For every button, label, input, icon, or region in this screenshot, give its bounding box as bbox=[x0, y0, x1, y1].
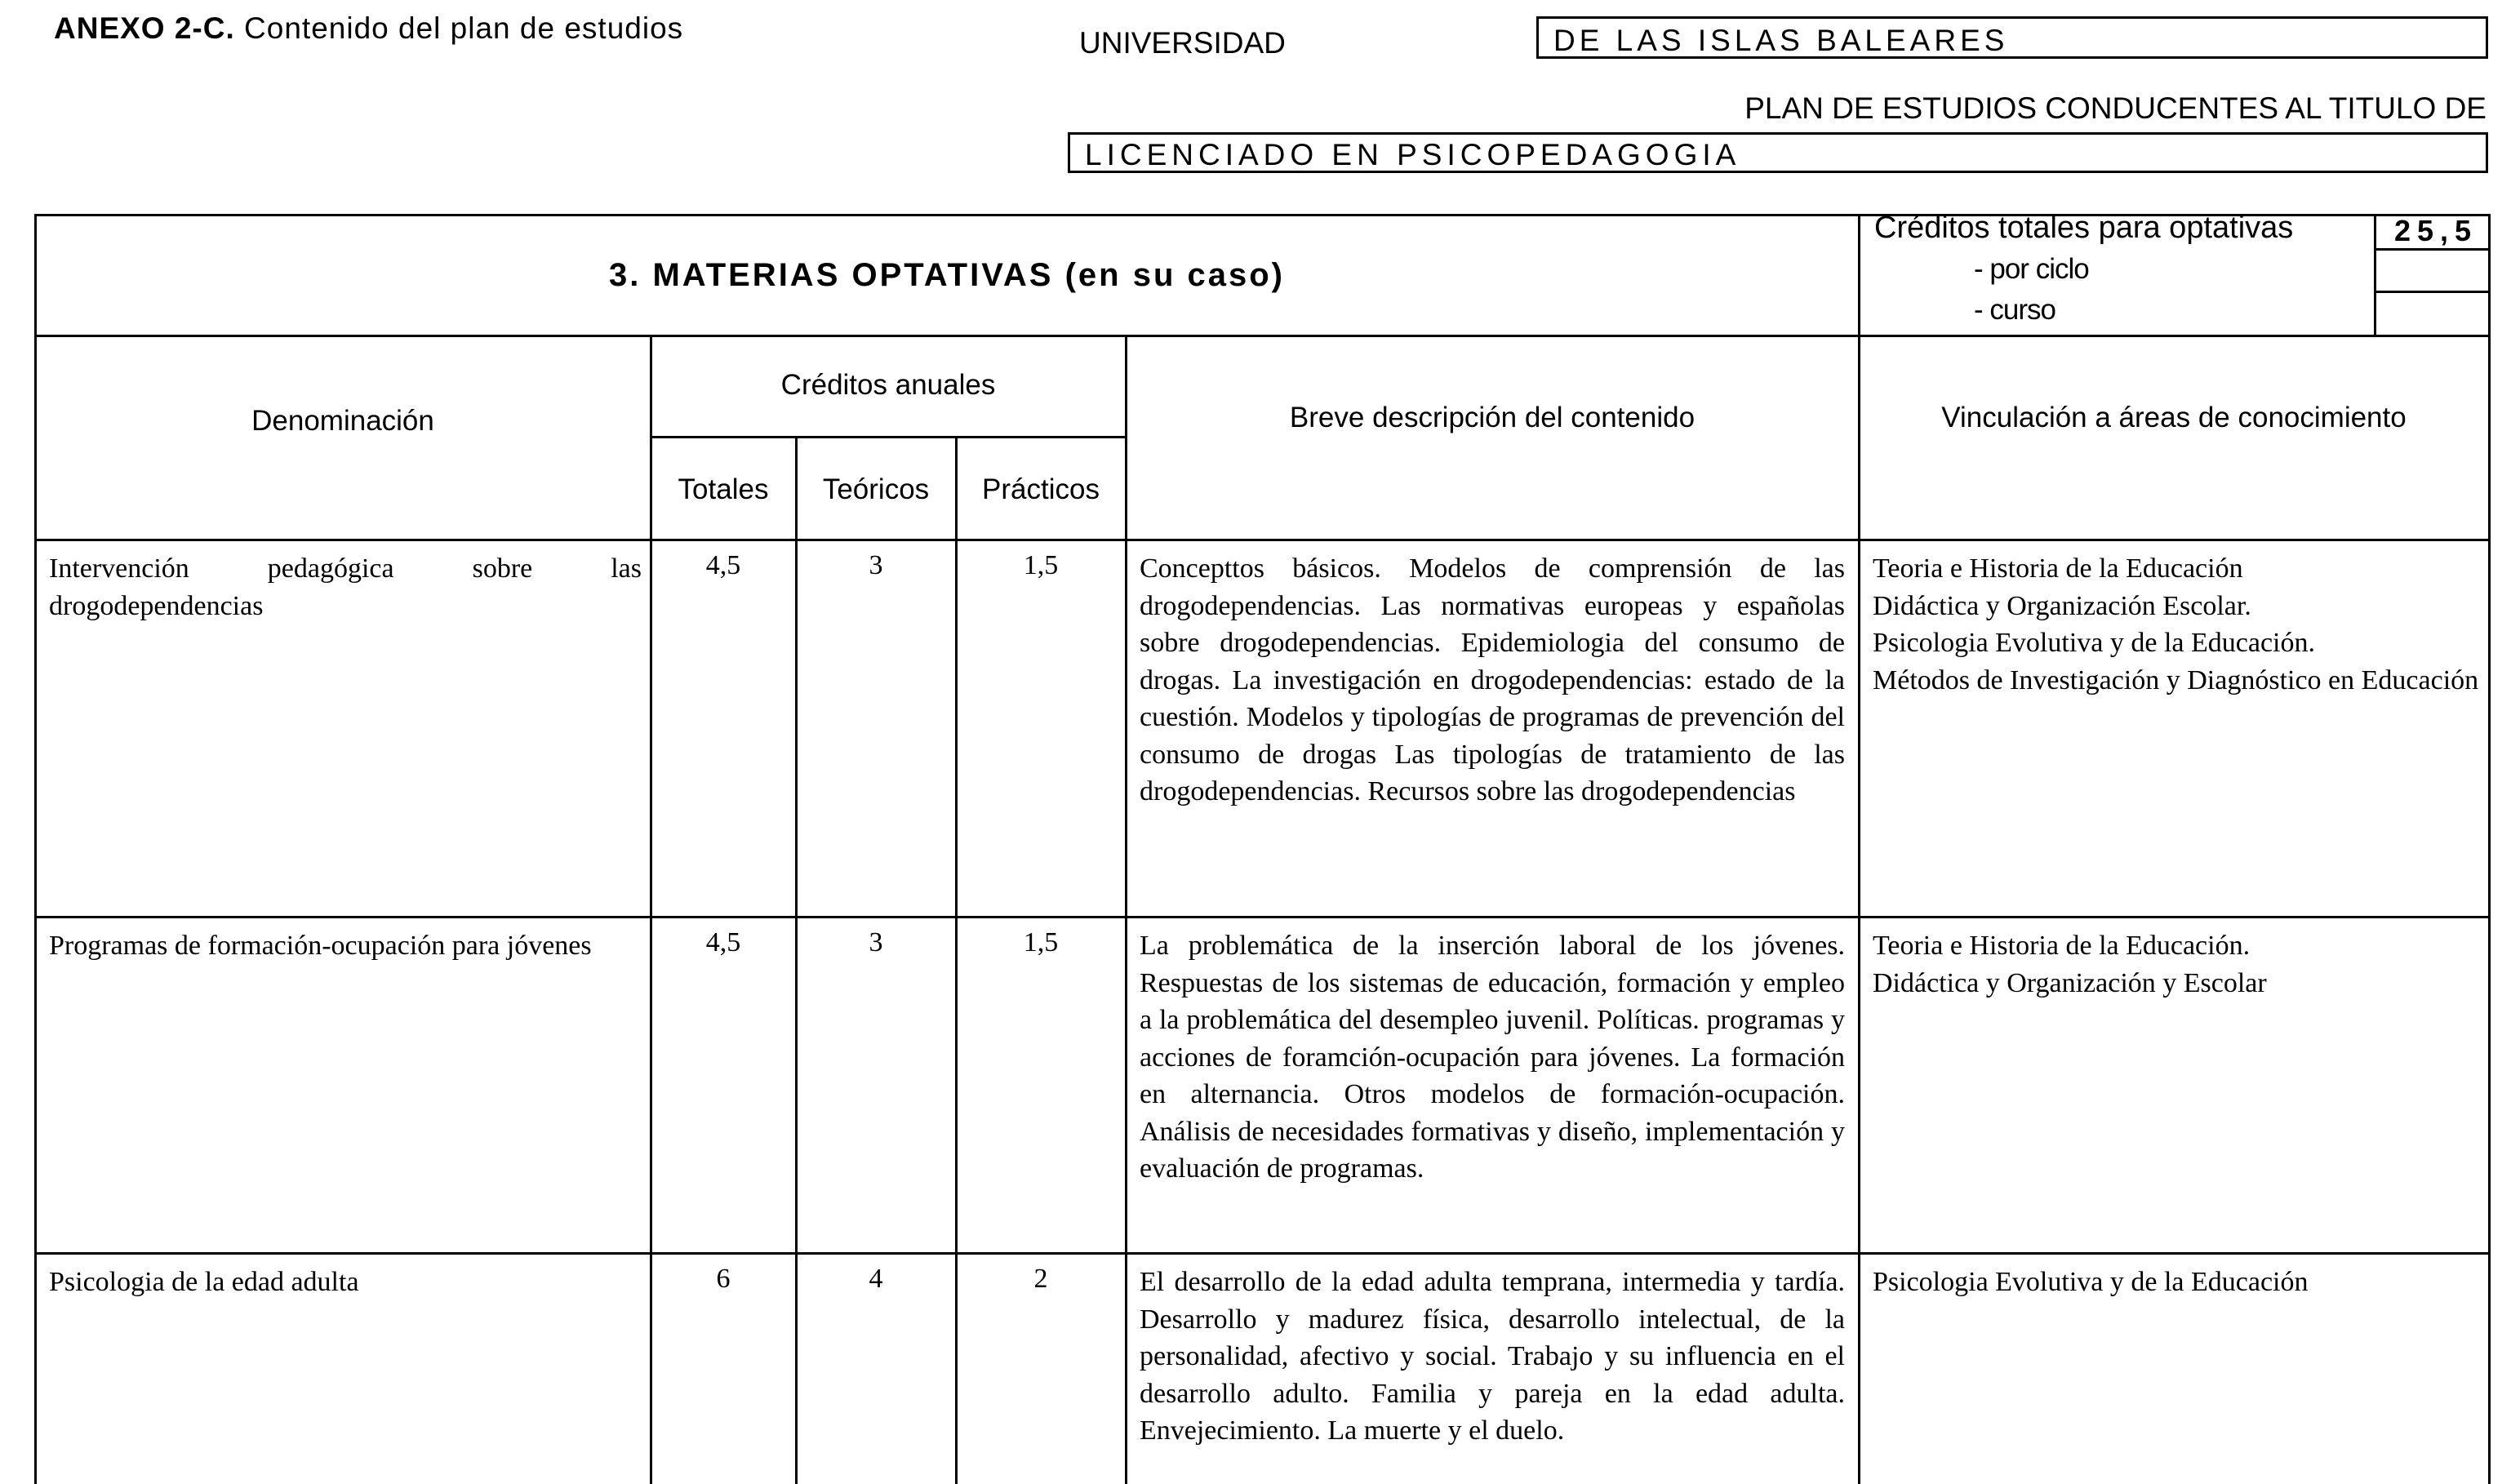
row-descripcion: Concepttos básicos. Modelos de comprensión de las drogodependencias. Las normativas europeas y españolas sobre drogodependencias. Epidemiologia del consumo de drogas. La investigación en drogodependencias: estado de la cuestión. Modelos y tipologías de programas de prevención del consumo de drogas Las tipologías de tratamiento de las drogodependencias. Recursos sobre las drogodependencias bbox=[1140, 553, 1845, 806]
header-divider bbox=[34, 539, 2490, 541]
col-header-creditos-anuales: Créditos anuales bbox=[780, 369, 996, 401]
degree-box bbox=[1068, 132, 2488, 173]
col-header-denominacion: Denominación bbox=[251, 405, 434, 437]
per-cycle-label: - por ciclo bbox=[1974, 253, 2089, 285]
area-item: Teoria e Historia de la Educación. bbox=[1873, 931, 2251, 961]
row-totales: 4,5 bbox=[705, 550, 741, 580]
area-item: Psicologia Evolutiva y de la Educación. bbox=[1873, 628, 2315, 658]
row-denominacion: Intervención pedagógica sobre las drogodependencias bbox=[49, 553, 642, 621]
row-practicos: 2 bbox=[1033, 1264, 1048, 1294]
university-name: DE LAS ISLAS BALEARES bbox=[1553, 24, 2009, 57]
area-item: Teoria e Historia de la Educación bbox=[1873, 553, 2243, 584]
value-box-vline bbox=[2374, 214, 2376, 336]
col-line-teoricos bbox=[955, 436, 958, 1484]
row-areas bbox=[1873, 927, 2483, 1002]
per-course-label: - curso bbox=[1974, 294, 2055, 326]
area-item: Métodos de Investigación y Diagnóstico en Educación bbox=[1873, 664, 2479, 695]
area-item: Didáctica y Organización Escolar. bbox=[1873, 590, 2251, 621]
row-descripcion: El desarrollo de la edad adulta temprana, intermedia y tardía. Desarrollo y madurez física, desarrollo intelectual, de la personalidad, afectivo y social. Trabajo y su influencia en el desarrollo adulto. Familia y pareja en la edad adulta. Envejecimiento. La muerte y el duelo. bbox=[1140, 1267, 1845, 1446]
row-teoricos: 4 bbox=[869, 1264, 883, 1294]
optative-credits-label: Créditos totales para optativas bbox=[1874, 211, 2294, 245]
row-divider-1 bbox=[34, 916, 2490, 918]
col-header-teoricos: Teóricos bbox=[822, 473, 930, 505]
annex-heading bbox=[54, 11, 683, 46]
row-teoricos: 3 bbox=[869, 550, 883, 580]
col-header-descripcion: Breve descripción del contenido bbox=[1289, 402, 1695, 433]
col-header-practicos: Prácticos bbox=[982, 473, 1100, 505]
col-header-totales: Totales bbox=[678, 473, 769, 505]
value-box-hline2 bbox=[2374, 291, 2490, 293]
section-title: 3. MATERIAS OPTATIVAS (en su caso) bbox=[608, 256, 1285, 293]
col-line-totales bbox=[795, 436, 798, 1484]
degree-name: LICENCIADO EN PSICOPEDAGOGIA bbox=[1085, 138, 1741, 171]
row-totales: 6 bbox=[716, 1264, 731, 1294]
row-totales: 4,5 bbox=[705, 927, 741, 957]
annex-description: Contenido del plan de estudios bbox=[244, 11, 684, 45]
creditos-subdivider bbox=[650, 436, 1127, 438]
row-denominacion: Psicologia de la edad adulta bbox=[49, 1267, 359, 1297]
university-name-box bbox=[1536, 16, 2488, 59]
col-line-creditos bbox=[1125, 335, 1127, 1484]
plan-label: PLAN DE ESTUDIOS CONDUCENTES AL TITULO DE bbox=[1744, 91, 2487, 125]
university-label: UNIVERSIDAD bbox=[1079, 26, 1286, 60]
col-line-denominacion bbox=[650, 335, 652, 1484]
row-practicos: 1,5 bbox=[1023, 550, 1059, 580]
row-practicos: 1,5 bbox=[1023, 927, 1059, 957]
optative-credits-value: 25,5 bbox=[2393, 214, 2478, 247]
row-areas bbox=[1873, 1264, 2483, 1301]
row-denominacion: Programas de formación-ocupación para jóvenes bbox=[49, 931, 592, 961]
table-border-right bbox=[2488, 214, 2491, 1484]
row-divider-2 bbox=[34, 1252, 2490, 1255]
area-item: Psicologia Evolutiva y de la Educación bbox=[1873, 1267, 2309, 1297]
row-teoricos: 3 bbox=[869, 927, 883, 957]
row-areas bbox=[1873, 550, 2483, 699]
row-descripcion: La problemática de la inserción laboral de los jóvenes. Respuestas de los sistemas de educación, formación y empleo a la problemática del desempleo juvenil. Políticas. programas y acciones de foramción-ocupación para jóvenes. La formación en alternancia. Otros modelos de formación-ocupación. Análisis de necesidades formativas y diseño, implementación y evaluación de programas. bbox=[1140, 931, 1845, 1184]
annex-label: ANEXO 2-C. bbox=[54, 11, 235, 45]
area-item: Didáctica y Organización y Escolar bbox=[1873, 967, 2267, 998]
col-header-vinculacion: Vinculación a áreas de conocimiento bbox=[1941, 402, 2407, 433]
value-box-hline1 bbox=[2374, 248, 2490, 251]
